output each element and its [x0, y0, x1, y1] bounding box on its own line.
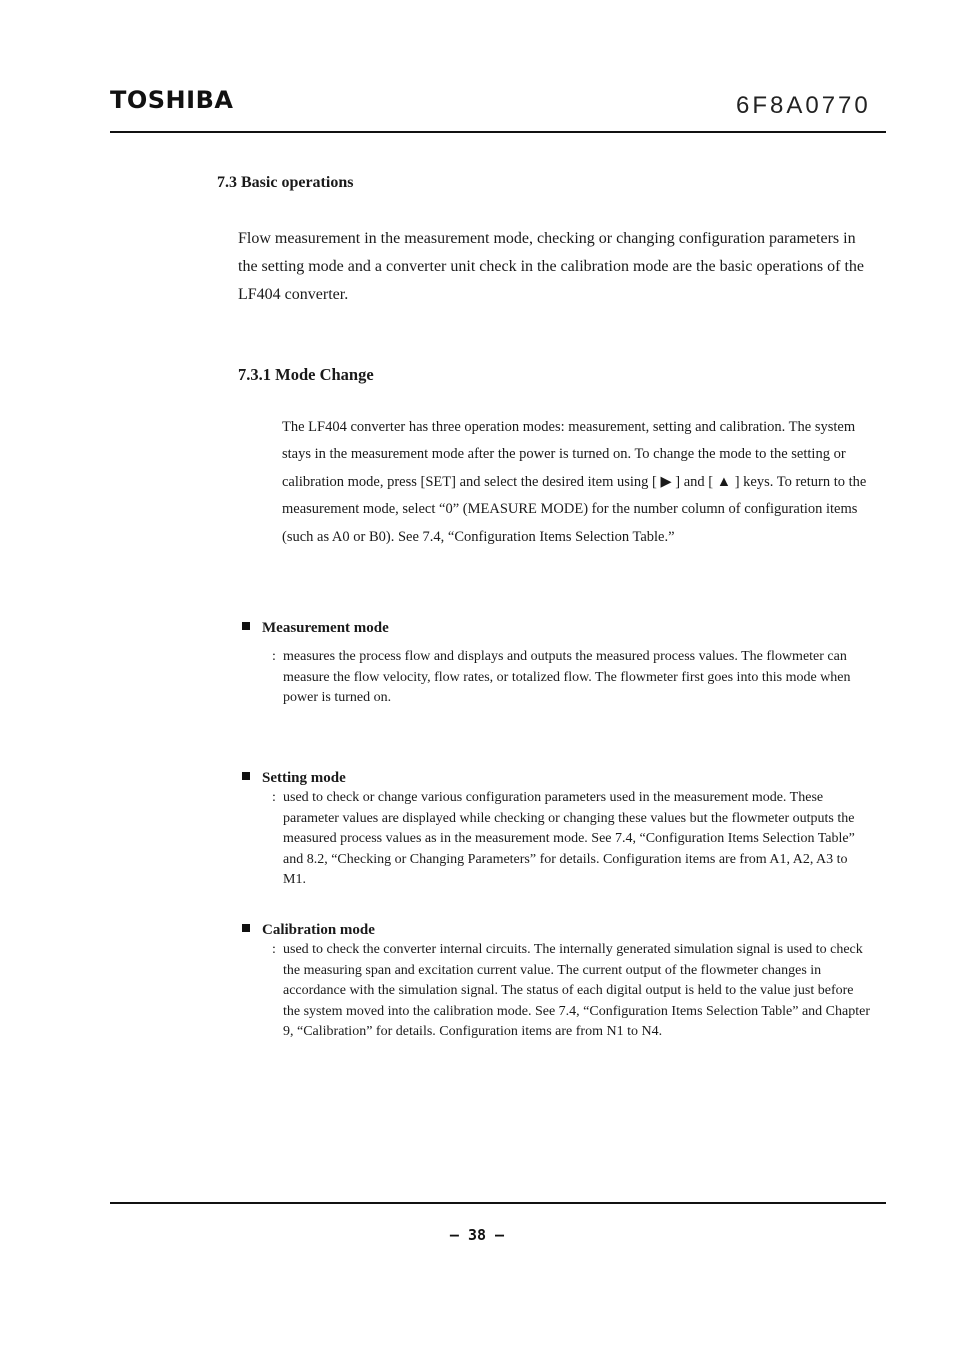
section-intro: Flow measurement in the measurement mode, checking or changing configuration parameters in the setting mode and a converter unit check in the calibration mode are the basic operations of the LF404 converter. [238, 230, 864, 303]
document-number: 6F8A0770 [736, 92, 871, 119]
colon-marker: : [272, 649, 276, 664]
mode-heading-calibration [242, 922, 375, 939]
mode-description-text: used to check the converter internal circuits. The internally generated simulation signal is used to check the measuring span and excitation current value. The current output of the flowmeter changes in accordance with the simulation signal. The status of each digital output is held to the value just before the system moved into the calibration mode. See 7.4, “Configuration Items Selection Table” and Chapter 9, “Calibration” for details. Configuration items are from N1 to N4. [283, 942, 871, 1039]
mode-description-text: measures the process flow and displays and outputs the measured process values. The flowmeter can measure the flow velocity, flow rates, or totalized flow. The flowmeter first goes into this mode when power is turned on. [283, 649, 851, 705]
section-title: 7.3 Basic operations [217, 174, 354, 191]
bullet-square-icon [242, 772, 250, 780]
header-rule [110, 131, 886, 133]
mode-title: Measurement mode [262, 620, 389, 636]
subsection-body: The LF404 converter has three operation modes: measurement, setting and calibration. The system stays in the measurement mode after the power is turned on. To change the mode to the setting or calibration mode, press [SET] and select the desired item using [ ▶ ] and [ ▲ ] keys. To return to the measurement mode, select “0” (MEASURE MODE) for the number column of configuration items (such as A0 or B0). See 7.4, “Configuration Items Selection Table.” [282, 419, 867, 545]
page-number: – 38 – [449, 1226, 505, 1244]
colon-marker: : [272, 942, 276, 957]
bullet-square-icon [242, 622, 250, 630]
mode-description-measurement [272, 647, 872, 709]
mode-heading-measurement [242, 620, 389, 637]
mode-heading-setting [242, 770, 346, 787]
mode-description-setting [272, 788, 872, 891]
subsection-title: 7.3.1 Mode Change [238, 365, 374, 384]
bullet-square-icon [242, 924, 250, 932]
mode-description-calibration [272, 940, 872, 1043]
mode-title: Calibration mode [262, 922, 375, 938]
toshiba-logo: TOSHIBA [110, 86, 234, 114]
colon-marker: : [272, 790, 276, 805]
mode-description-text: used to check or change various configuration parameters used in the measurement mode. These parameter values are displayed while checking or changing these values but the flowmeter outputs the measured process values as in the measurement mode. See 7.4, “Configuration Items Selection Table” and 8.2, “Checking or Changing Parameters” for details. Configuration items are from A1, A2, A3 to M1. [283, 790, 855, 887]
mode-title: Setting mode [262, 770, 346, 786]
footer-rule [110, 1202, 886, 1204]
